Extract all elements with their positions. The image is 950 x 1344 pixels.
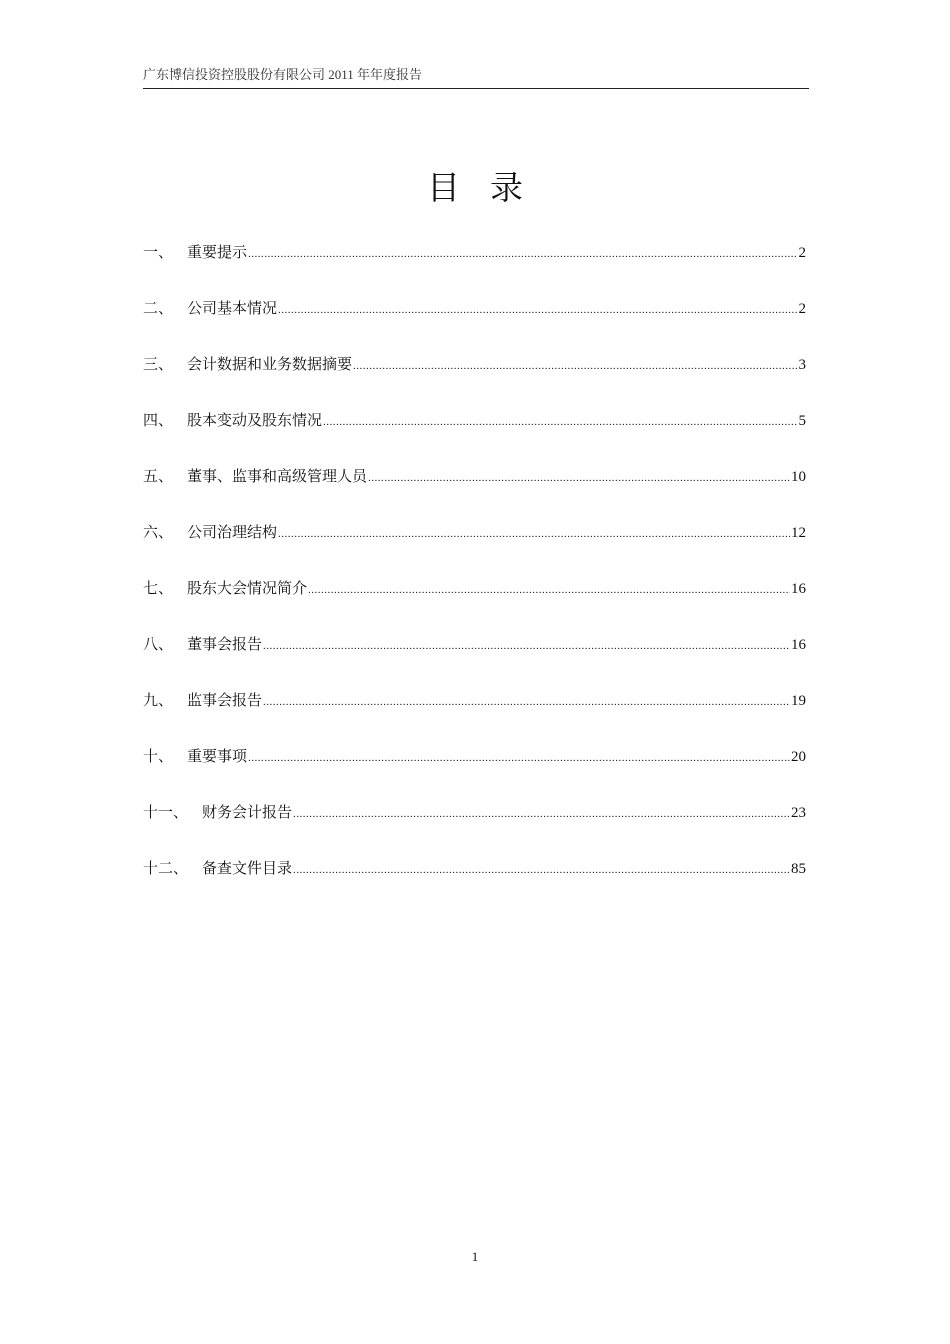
toc-entry-label: 公司治理结构 xyxy=(187,525,278,541)
page-number: 1 xyxy=(471,1249,479,1264)
page-title: 目录 xyxy=(427,171,553,207)
toc-entry-page: 12 xyxy=(791,525,806,541)
toc-dot-leader xyxy=(263,689,790,715)
toc-entry-label: 会计数据和业务数据摘要 xyxy=(187,357,353,373)
toc-entry-10[interactable] xyxy=(143,744,806,800)
toc-entry-4[interactable] xyxy=(143,408,806,464)
toc-entry-label: 董事、监事和高级管理人员 xyxy=(187,469,368,485)
toc-dot-leader xyxy=(248,241,797,267)
toc-entry-label: 财务会计报告 xyxy=(202,805,293,821)
toc-dot-leader xyxy=(293,857,790,883)
toc-entry-1[interactable] xyxy=(143,240,806,296)
toc-entry-page: 5 xyxy=(798,413,806,429)
toc-entry-5[interactable] xyxy=(143,464,806,520)
toc-entry-number: 六、 xyxy=(143,525,174,541)
toc-entry-8[interactable] xyxy=(143,632,806,688)
toc-entry-number: 十一、 xyxy=(143,805,189,821)
toc-entry-number: 三、 xyxy=(143,357,174,373)
table-of-contents xyxy=(143,240,806,912)
toc-entry-number: 七、 xyxy=(143,581,174,597)
toc-entry-number: 十二、 xyxy=(143,861,189,877)
toc-entry-label: 重要提示 xyxy=(187,245,248,261)
toc-dot-leader xyxy=(263,633,790,659)
running-header: 广东博信投资控股股份有限公司 2011 年年度报告 xyxy=(143,66,809,89)
toc-entry-page: 2 xyxy=(798,245,806,261)
toc-entry-number: 四、 xyxy=(143,413,174,429)
toc-entry-9[interactable] xyxy=(143,688,806,744)
toc-dot-leader xyxy=(323,409,797,435)
toc-entry-7[interactable] xyxy=(143,576,806,632)
toc-dot-leader xyxy=(353,353,797,379)
toc-entry-12[interactable] xyxy=(143,856,806,912)
toc-entry-number: 五、 xyxy=(143,469,174,485)
toc-dot-leader xyxy=(278,297,797,323)
toc-entry-page: 23 xyxy=(791,805,806,821)
toc-dot-leader xyxy=(368,465,790,491)
toc-entry-page: 2 xyxy=(798,301,806,317)
toc-entry-page: 16 xyxy=(791,637,806,653)
toc-entry-label: 备查文件目录 xyxy=(202,861,293,877)
toc-entry-11[interactable] xyxy=(143,800,806,856)
toc-entry-label: 重要事项 xyxy=(187,749,248,765)
toc-entry-3[interactable] xyxy=(143,352,806,408)
toc-entry-label: 股东大会情况简介 xyxy=(187,581,308,597)
toc-entry-page: 19 xyxy=(791,693,806,709)
toc-dot-leader xyxy=(248,745,790,771)
toc-entry-number: 十、 xyxy=(143,749,174,765)
toc-entry-label: 监事会报告 xyxy=(187,693,263,709)
toc-entry-page: 16 xyxy=(791,581,806,597)
toc-entry-page: 10 xyxy=(791,469,806,485)
toc-entry-label: 董事会报告 xyxy=(187,637,263,653)
toc-entry-label: 公司基本情况 xyxy=(187,301,278,317)
toc-entry-number: 八、 xyxy=(143,637,174,653)
toc-dot-leader xyxy=(278,521,790,547)
toc-entry-6[interactable] xyxy=(143,520,806,576)
toc-dot-leader xyxy=(293,801,790,827)
toc-dot-leader xyxy=(308,577,790,603)
toc-entry-number: 二、 xyxy=(143,301,174,317)
toc-entry-page: 85 xyxy=(791,861,806,877)
toc-entry-label: 股本变动及股东情况 xyxy=(187,413,323,429)
toc-entry-2[interactable] xyxy=(143,296,806,352)
toc-entry-page: 20 xyxy=(791,749,806,765)
toc-entry-number: 一、 xyxy=(143,245,174,261)
toc-entry-page: 3 xyxy=(798,357,806,373)
toc-entry-number: 九、 xyxy=(143,693,174,709)
